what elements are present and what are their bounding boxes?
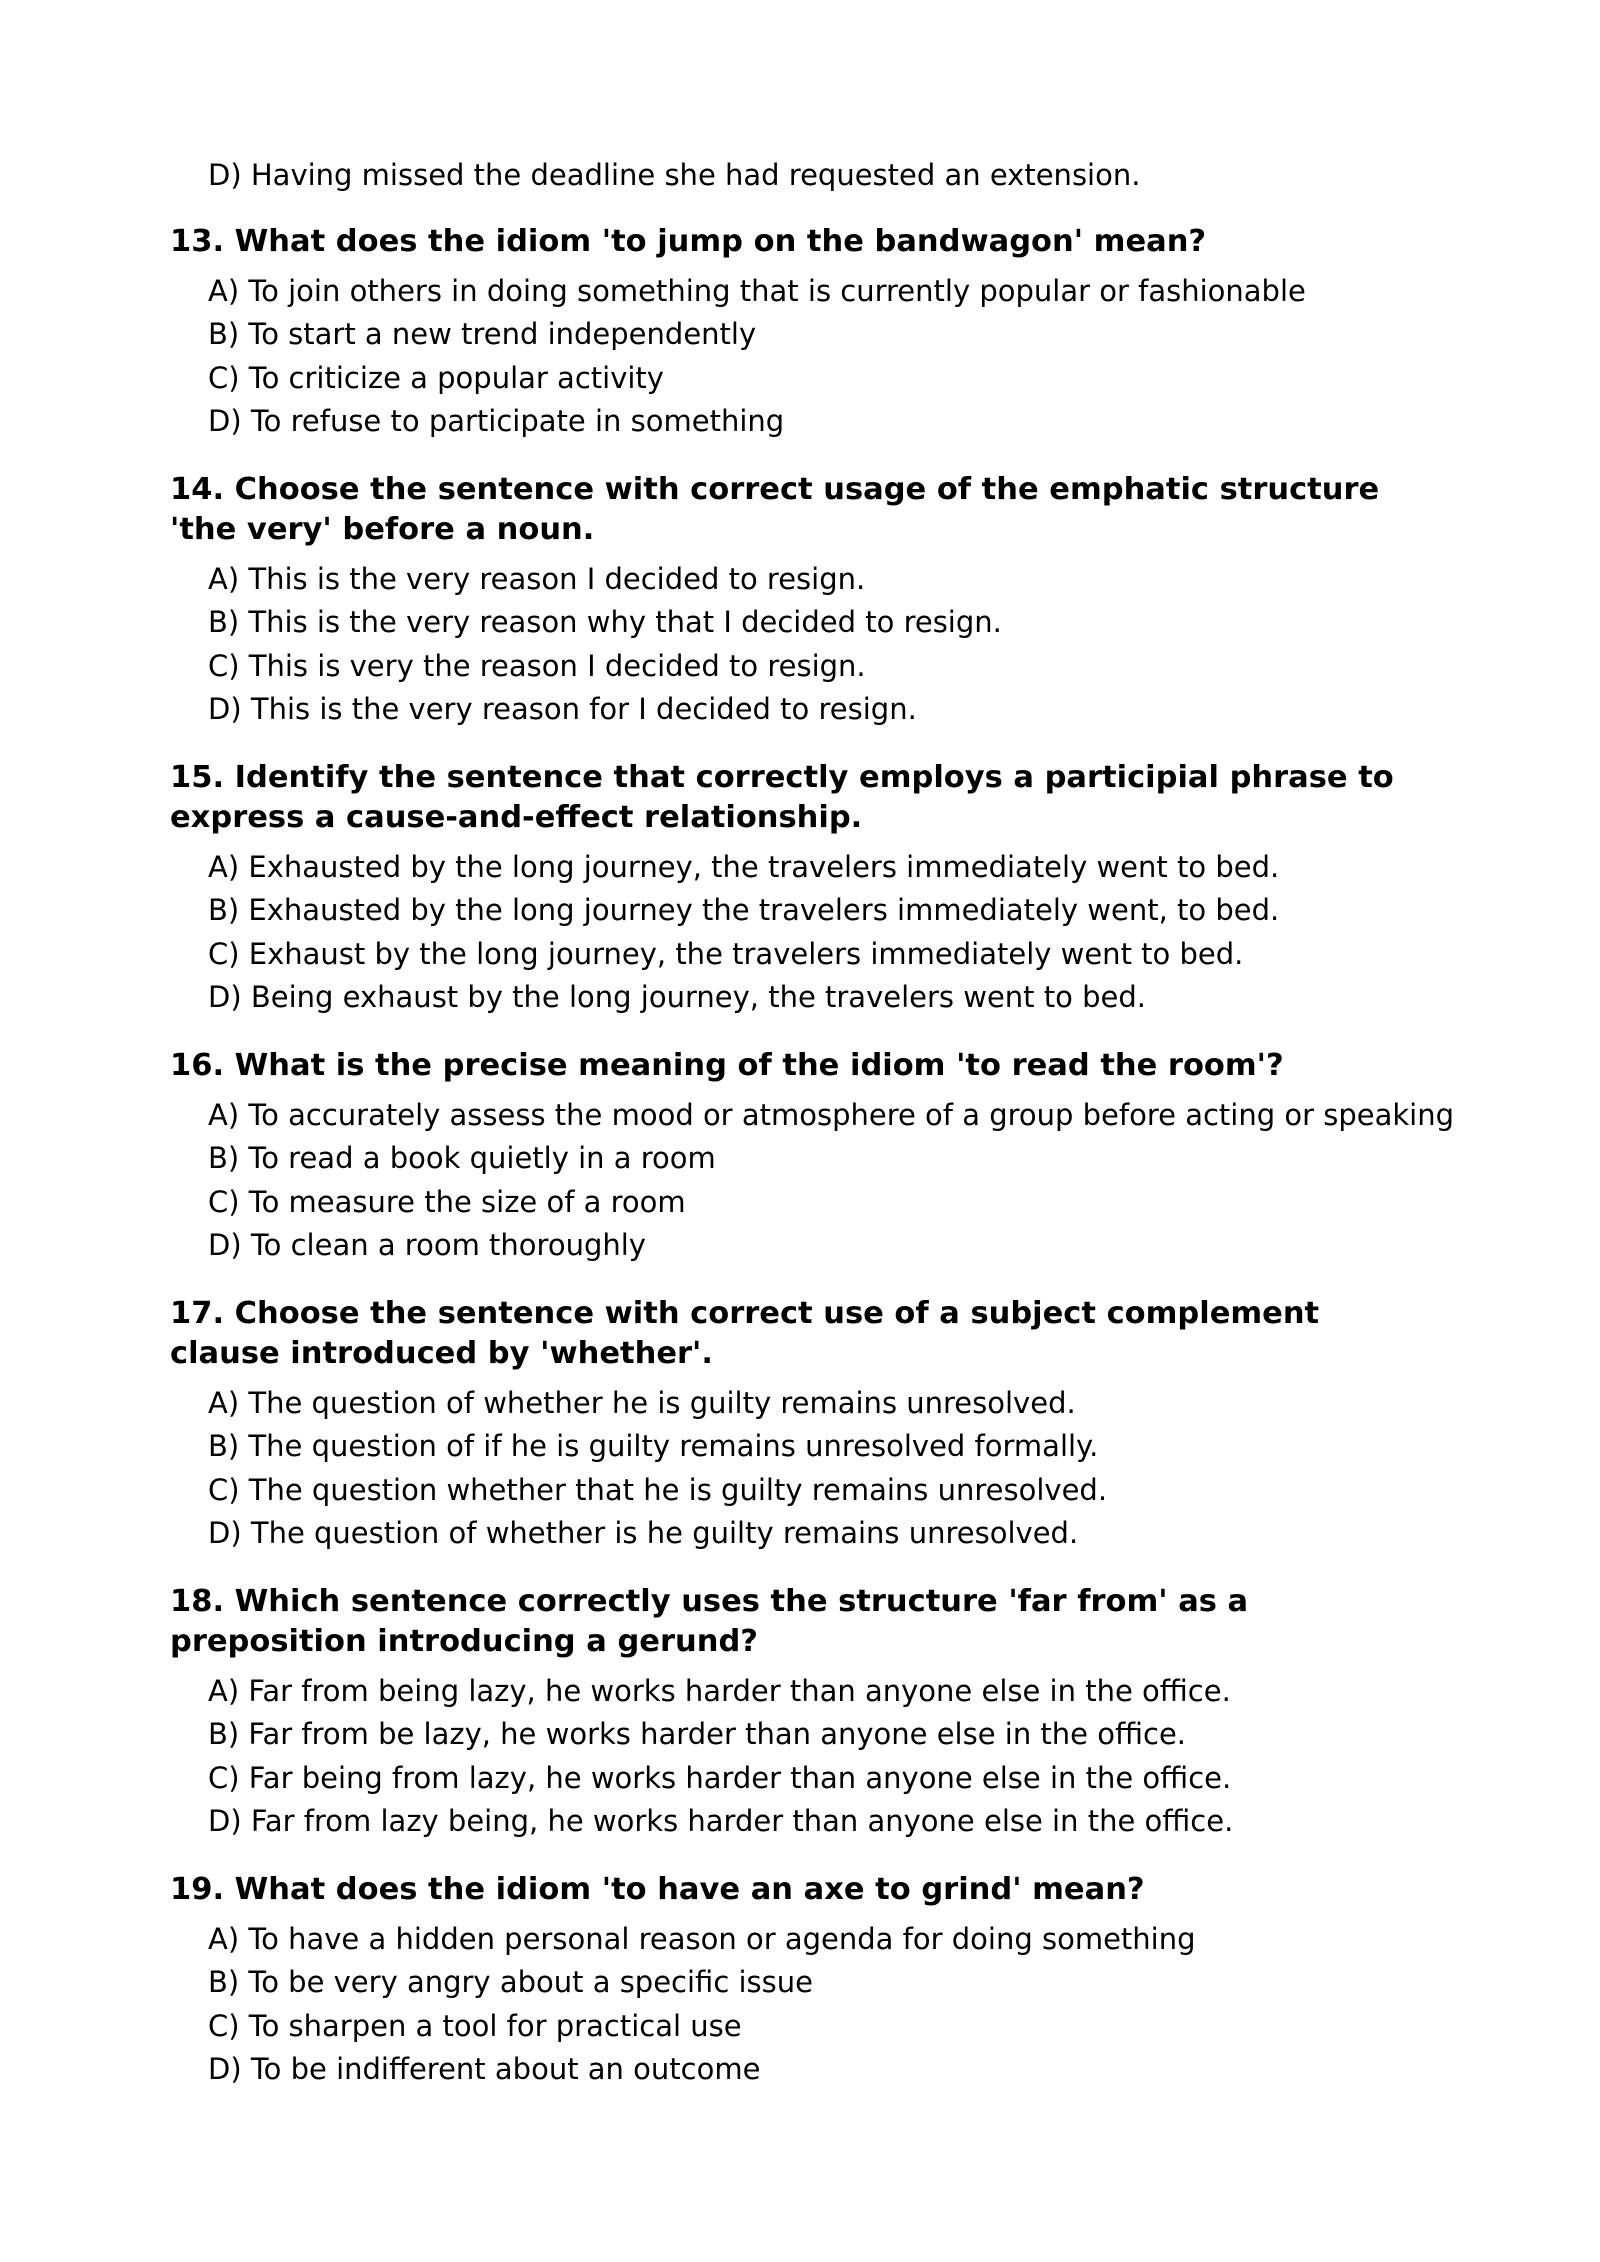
answer-option: A) This is the very reason I decided to resign. (208, 561, 866, 596)
answer-option: B) Far from be lazy, he works harder than anyone else in the office. (208, 1717, 1187, 1751)
answer-option: B) To read a book quietly in a room (208, 1141, 716, 1175)
answer-option: D) This is the very reason for I decided to resign. (208, 692, 917, 726)
question-text: What is the precise meaning of the idiom 'to read the room'? (234, 1047, 1284, 1083)
answer-option: D) Far from lazy being, he works harder than anyone else in the office. (208, 1804, 1234, 1838)
answer-option: B) To be very angry about a specific issue (208, 1965, 813, 1999)
question-number: 19. (170, 1871, 225, 1907)
question-title (170, 1870, 1430, 1910)
question-title (170, 1294, 1430, 1374)
answer-option: A) The question of whether he is guilty remains unresolved. (208, 1385, 1076, 1420)
question-block (170, 1294, 1430, 1556)
question-block (170, 1582, 1430, 1844)
question-text: What does the idiom 'to jump on the bandwagon' mean? (234, 223, 1207, 259)
question-text: Identify the sentence that correctly employs a participial phrase to express a cause-and-effect relationship. (170, 759, 1394, 835)
question-number: 18. (170, 1583, 225, 1619)
answer-option: C) To criticize a popular activity (208, 360, 664, 395)
question-block (170, 1870, 1430, 2092)
answer-option: C) Exhaust by the long journey, the travelers immediately went to bed. (208, 936, 1244, 971)
question-number: 13. (170, 223, 225, 259)
question-text: What does the idiom 'to have an axe to grind' mean? (234, 1871, 1145, 1907)
answer-option: D) The question of whether is he guilty remains unresolved. (208, 1516, 1079, 1550)
answer-option: A) Far from being lazy, he works harder than anyone else in the office. (208, 1673, 1231, 1708)
question-text: Which sentence correctly uses the structure 'far from' as a preposition introducing a gerund? (170, 1583, 1249, 1659)
answer-option: C) This is very the reason I decided to resign. (208, 648, 866, 683)
question-block (170, 222, 1430, 444)
answer-option: B) The question of if he is guilty remains unresolved formally. (208, 1429, 1099, 1463)
answer-option: D) To be indifferent about an outcome (208, 2052, 761, 2086)
answer-option: A) To have a hidden personal reason or agenda for doing something (208, 1921, 1196, 1956)
answer-option: A) To join others in doing something that is currently popular or fashionable (208, 273, 1306, 308)
question-number: 15. (170, 759, 225, 795)
question-title (170, 1582, 1430, 1662)
question-title (170, 1046, 1430, 1086)
answer-option: C) To sharpen a tool for practical use (208, 2008, 742, 2043)
question-text: Choose the sentence with correct usage of the emphatic structure 'the very' before a noun. (170, 471, 1380, 547)
answer-option: B) This is the very reason why that I decided to resign. (208, 605, 1002, 639)
answer-option: A) Exhausted by the long journey, the travelers immediately went to bed. (208, 849, 1280, 884)
question-block (170, 758, 1430, 1020)
question-text: Choose the sentence with correct use of a subject complement clause introduced by 'whether'. (170, 1295, 1320, 1371)
question-number: 17. (170, 1295, 225, 1331)
answer-option: D) Having missed the deadline she had requested an extension. (208, 158, 1141, 192)
question-title (170, 470, 1430, 550)
question-list (170, 222, 1454, 2092)
question-number: 14. (170, 471, 225, 507)
question-number: 16. (170, 1047, 225, 1083)
answer-option: B) Exhausted by the long journey the travelers immediately went, to bed. (208, 893, 1280, 927)
answer-option: A) To accurately assess the mood or atmosphere of a group before acting or speaking (208, 1097, 1454, 1132)
answer-option: D) To refuse to participate in something (208, 404, 785, 438)
question-title (170, 758, 1430, 838)
answer-option: C) Far being from lazy, he works harder than anyone else in the office. (208, 1760, 1232, 1795)
question-block (170, 1046, 1454, 1268)
answer-option: D) To clean a room thoroughly (208, 1228, 646, 1262)
answer-option: D) Being exhaust by the long journey, the travelers went to bed. (208, 980, 1146, 1014)
answer-option: B) To start a new trend independently (208, 317, 757, 351)
answer-option: C) To measure the size of a room (208, 1184, 686, 1219)
answer-option: C) The question whether that he is guilty remains unresolved. (208, 1472, 1108, 1507)
question-block (170, 470, 1430, 732)
question-title (170, 222, 1430, 262)
